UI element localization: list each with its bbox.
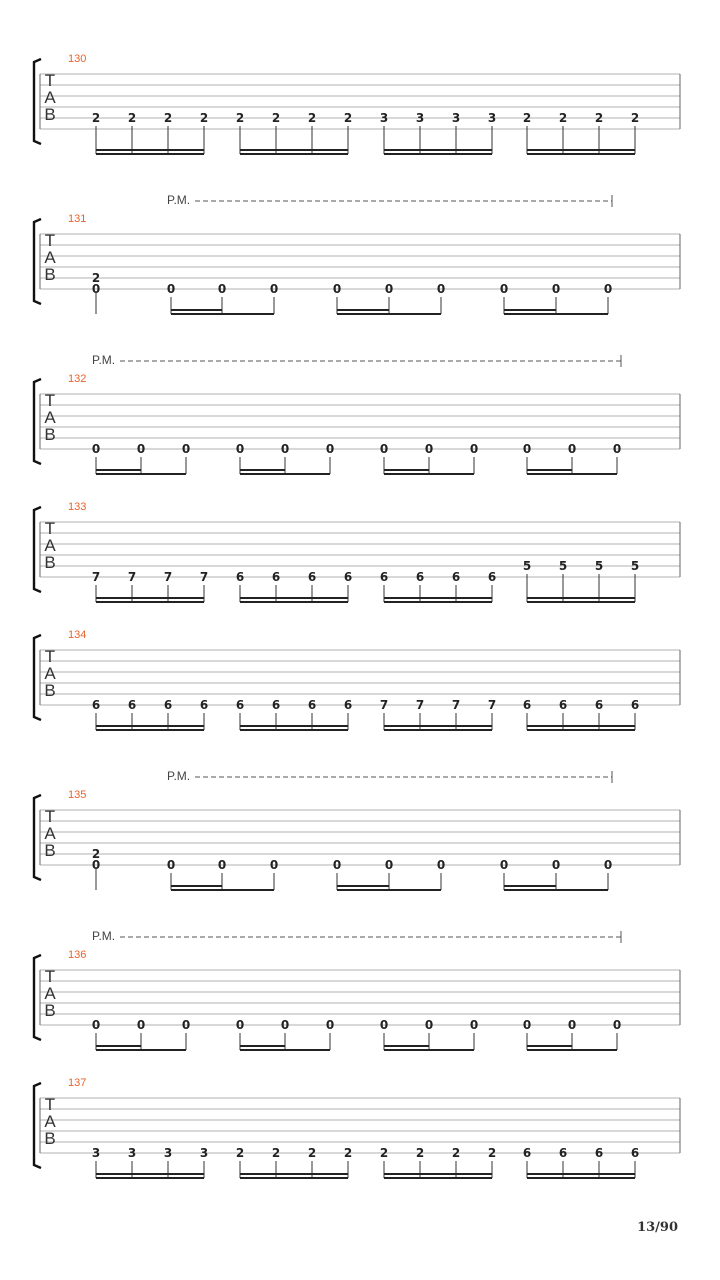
fret-number: 0 — [384, 282, 394, 296]
fret-number: 6 — [307, 570, 317, 584]
fret-number: 3 — [199, 1146, 209, 1160]
tab-clef-b: B — [44, 681, 56, 700]
tab-clef-a: A — [44, 88, 56, 107]
fret-number: 0 — [436, 282, 446, 296]
palm-mute-label: P.M. — [92, 353, 116, 367]
fret-number: 7 — [199, 570, 209, 584]
fret-number: 2 — [235, 1146, 245, 1160]
fret-number: 6 — [522, 1146, 532, 1160]
tab-clef-b: B — [44, 425, 56, 444]
fret-number: 0 — [603, 282, 613, 296]
palm-mute-label: P.M. — [92, 929, 116, 943]
tab-system-135 — [34, 769, 680, 890]
fret-number: 6 — [343, 570, 353, 584]
measure-number: 131 — [68, 213, 87, 225]
tab-clef-a: A — [44, 824, 56, 843]
fret-number: 0 — [235, 442, 245, 456]
fret-number: 7 — [91, 570, 101, 584]
fret-number: 6 — [558, 1146, 568, 1160]
fret-number: 6 — [451, 570, 461, 584]
fret-number: 3 — [127, 1146, 137, 1160]
measure-number: 137 — [68, 1077, 87, 1089]
fret-number: 2 — [630, 111, 640, 125]
fret-number: 0 — [424, 442, 434, 456]
fret-number: 2 — [343, 111, 353, 125]
tab-clef-a: A — [44, 248, 56, 267]
fret-number: 2 — [91, 271, 101, 285]
fret-number: 0 — [551, 858, 561, 872]
tab-clef-t: T — [44, 1095, 56, 1114]
fret-number: 6 — [594, 698, 604, 712]
fret-number: 0 — [166, 282, 176, 296]
fret-number: 6 — [199, 698, 209, 712]
fret-number: 0 — [269, 282, 279, 296]
fret-number: 6 — [558, 698, 568, 712]
fret-number: 2 — [235, 111, 245, 125]
fret-number: 7 — [415, 698, 425, 712]
fret-number: 0 — [166, 858, 176, 872]
fret-number: 6 — [91, 698, 101, 712]
fret-number: 2 — [594, 111, 604, 125]
fret-number: 0 — [436, 858, 446, 872]
measure-number: 133 — [68, 501, 87, 513]
fret-number: 0 — [469, 442, 479, 456]
fret-number: 0 — [379, 1018, 389, 1032]
fret-number: 0 — [499, 282, 509, 296]
fret-number: 2 — [522, 111, 532, 125]
fret-number: 0 — [280, 442, 290, 456]
tab-clef-a: A — [44, 664, 56, 683]
fret-number: 3 — [379, 111, 389, 125]
fret-number: 7 — [379, 698, 389, 712]
tab-clef-a: A — [44, 1112, 56, 1131]
fret-number: 0 — [332, 858, 342, 872]
tab-clef-a: A — [44, 536, 56, 555]
fret-number: 6 — [487, 570, 497, 584]
palm-mute-label: P.M. — [167, 193, 191, 207]
fret-number: 0 — [217, 282, 227, 296]
fret-number: 0 — [280, 1018, 290, 1032]
fret-number: 0 — [325, 1018, 335, 1032]
fret-number: 0 — [469, 1018, 479, 1032]
fret-number: 2 — [271, 111, 281, 125]
fret-number: 6 — [163, 698, 173, 712]
measure-number: 136 — [68, 949, 87, 961]
measure-number: 130 — [68, 53, 87, 65]
fret-number: 3 — [415, 111, 425, 125]
fret-number: 6 — [235, 698, 245, 712]
fret-number: 2 — [343, 1146, 353, 1160]
fret-number: 2 — [558, 111, 568, 125]
tab-clef-t: T — [44, 71, 56, 90]
tab-clef-t: T — [44, 647, 56, 666]
fret-number: 2 — [163, 111, 173, 125]
fret-number: 0 — [91, 282, 101, 296]
fret-number: 6 — [379, 570, 389, 584]
fret-number: 3 — [91, 1146, 101, 1160]
fret-number: 0 — [181, 1018, 191, 1032]
fret-number: 2 — [127, 111, 137, 125]
fret-number: 0 — [91, 1018, 101, 1032]
tab-clef-b: B — [44, 265, 56, 284]
fret-number: 0 — [325, 442, 335, 456]
fret-number: 2 — [307, 111, 317, 125]
fret-number: 2 — [307, 1146, 317, 1160]
tab-clef-a: A — [44, 408, 56, 427]
fret-number: 5 — [558, 559, 568, 573]
tab-system-133 — [34, 501, 680, 602]
fret-number: 2 — [451, 1146, 461, 1160]
tab-clef-b: B — [44, 1001, 56, 1020]
fret-number: 6 — [307, 698, 317, 712]
fret-number: 0 — [332, 282, 342, 296]
tab-clef-t: T — [44, 967, 56, 986]
fret-number: 6 — [127, 698, 137, 712]
palm-mute-label: P.M. — [167, 769, 191, 783]
tab-system-137 — [34, 1077, 680, 1178]
fret-number: 5 — [594, 559, 604, 573]
fret-number: 2 — [379, 1146, 389, 1160]
fret-number: 7 — [163, 570, 173, 584]
fret-number: 0 — [522, 442, 532, 456]
tab-clef-b: B — [44, 841, 56, 860]
tab-clef-a: A — [44, 984, 56, 1003]
fret-number: 2 — [271, 1146, 281, 1160]
fret-number: 0 — [91, 858, 101, 872]
fret-number: 0 — [136, 442, 146, 456]
fret-number: 0 — [499, 858, 509, 872]
fret-number: 3 — [487, 111, 497, 125]
fret-number: 0 — [136, 1018, 146, 1032]
fret-number: 0 — [217, 858, 227, 872]
fret-number: 2 — [487, 1146, 497, 1160]
fret-number: 6 — [343, 698, 353, 712]
fret-number: 0 — [612, 442, 622, 456]
tab-clef-t: T — [44, 231, 56, 250]
fret-number: 7 — [127, 570, 137, 584]
fret-number: 6 — [630, 698, 640, 712]
tab-clef-t: T — [44, 807, 56, 826]
fret-number: 0 — [567, 442, 577, 456]
fret-number: 2 — [415, 1146, 425, 1160]
tab-system-136 — [34, 929, 680, 1050]
fret-number: 0 — [181, 442, 191, 456]
fret-number: 3 — [451, 111, 461, 125]
fret-number: 6 — [235, 570, 245, 584]
fret-number: 0 — [522, 1018, 532, 1032]
fret-number: 0 — [567, 1018, 577, 1032]
tab-system-134 — [34, 629, 680, 730]
fret-number: 2 — [91, 847, 101, 861]
fret-number: 5 — [630, 559, 640, 573]
fret-number: 0 — [384, 858, 394, 872]
tab-system-130 — [34, 53, 680, 154]
tab-clef-t: T — [44, 519, 56, 538]
page-number: 13/90 — [637, 1220, 678, 1235]
fret-number: 0 — [603, 858, 613, 872]
tab-clef-b: B — [44, 1129, 56, 1148]
fret-number: 0 — [91, 442, 101, 456]
fret-number: 6 — [271, 570, 281, 584]
fret-number: 0 — [612, 1018, 622, 1032]
fret-number: 7 — [487, 698, 497, 712]
fret-number: 0 — [235, 1018, 245, 1032]
measure-number: 135 — [68, 789, 87, 801]
fret-number: 5 — [522, 559, 532, 573]
tab-system-131 — [34, 193, 680, 314]
fret-number: 3 — [163, 1146, 173, 1160]
fret-number: 0 — [379, 442, 389, 456]
tab-clef-b: B — [44, 553, 56, 572]
fret-number: 6 — [594, 1146, 604, 1160]
fret-number: 6 — [271, 698, 281, 712]
fret-number: 6 — [630, 1146, 640, 1160]
tab-system-132 — [34, 353, 680, 474]
tab-clef-b: B — [44, 105, 56, 124]
tab-clef-t: T — [44, 391, 56, 410]
fret-number: 2 — [199, 111, 209, 125]
fret-number: 0 — [269, 858, 279, 872]
fret-number: 0 — [424, 1018, 434, 1032]
measure-number: 134 — [68, 629, 87, 641]
fret-number: 2 — [91, 111, 101, 125]
fret-number: 6 — [522, 698, 532, 712]
fret-number: 6 — [415, 570, 425, 584]
measure-number: 132 — [68, 373, 87, 385]
fret-number: 7 — [451, 698, 461, 712]
fret-number: 0 — [551, 282, 561, 296]
